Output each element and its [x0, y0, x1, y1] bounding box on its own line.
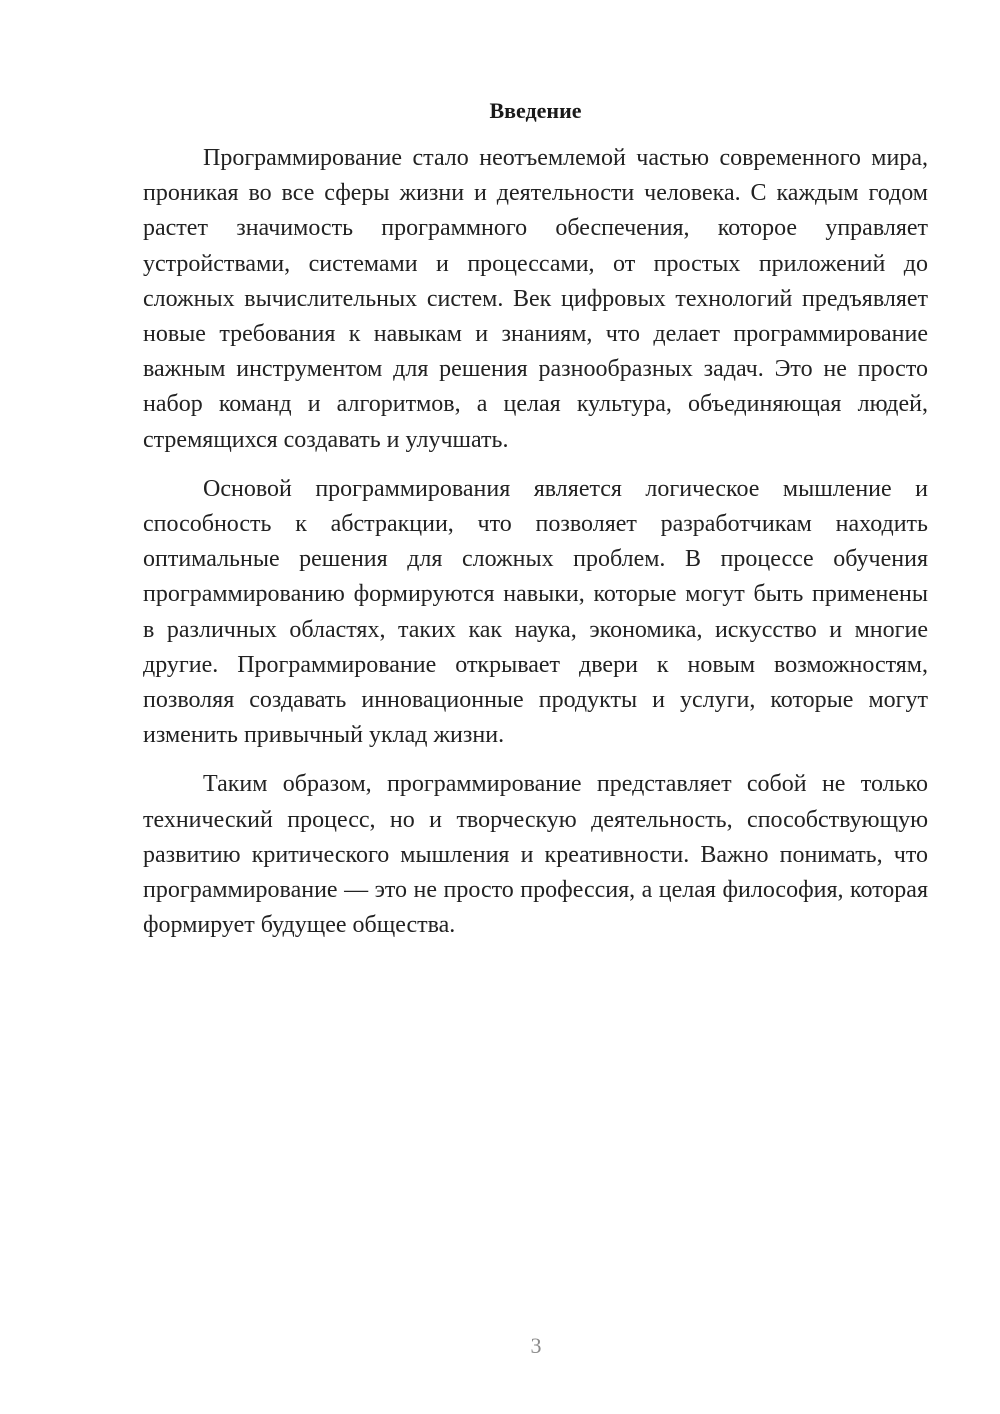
section-heading: Введение: [489, 98, 582, 123]
page-number: 3: [530, 1333, 542, 1358]
paragraph-1: Программирование стало неотъемлемой частью современного мира, проникая во все сферы жизни и деятельности человека. С каждым годом растет значимость программного обеспечения, которое управляет устройствами, системами и процессами, от простых приложений до сложных вычислительных систем. Век цифровых технологий предъявляет новые требования к навыкам и знаниям, что делает программирование важным инструментом для решения разнообразных задач. Это не просто набор команд и алгоритмов, а целая культура, объединяющая людей, стремящихся создавать и улучшать.: [143, 145, 928, 453]
body-text: [143, 141, 928, 957]
paragraph-3: Таким образом, программирование представляет собой не только технический процесс, но и творческую деятельность, способствующую развитию критического мышления и креативности. Важно понимать, что программирование — это не просто профессия, а целая философия, которая формирует будущее общества.: [143, 771, 928, 939]
paragraph-2: Основой программирования является логическое мышление и способность к абстракции, что позволяет разработчикам находить оптимальные решения для сложных проблем. В процессе обучения программированию формируются навыки, которые могут быть применены в различных областях, таких как наука, экономика, искусство и многие другие. Программирование открывает двери к новым возможностям, позволяя создавать инновационные продукты и услуги, которые могут изменить привычный уклад жизни.: [143, 475, 928, 749]
